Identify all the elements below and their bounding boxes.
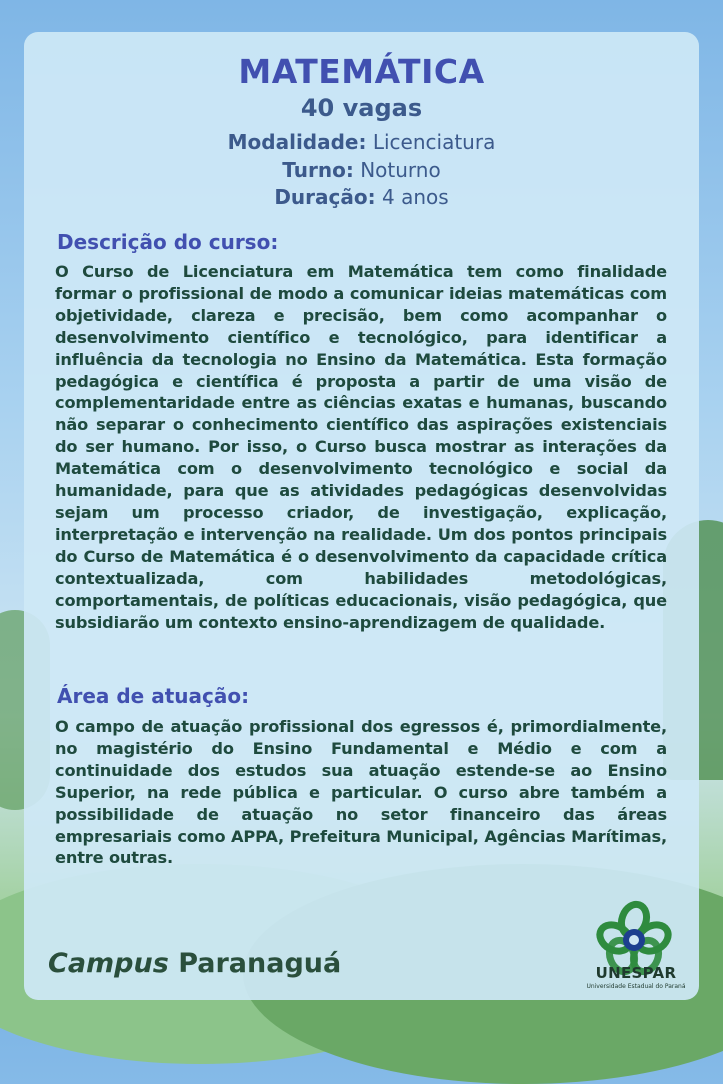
modalidade-label: Modalidade:: [227, 130, 367, 154]
logo-name: UNESPAR: [595, 964, 677, 982]
turno-value: Noturno: [360, 158, 441, 182]
vagas-count: 40 vagas: [300, 94, 423, 122]
campus-label: [48, 948, 341, 979]
modalidade-value: Licenciatura: [372, 130, 496, 154]
atuacao-heading: Área de atuação:: [57, 684, 250, 708]
campus-name: Paranaguá: [178, 948, 342, 979]
turno-label: Turno:: [282, 158, 354, 182]
descricao-heading: Descrição do curso:: [57, 230, 279, 254]
descricao-text: O Curso de Licenciatura em Matemática tem como finalidade formar o profissional de modo a comunicar ideias matemáticas com objetividade, clareza e precisão, bem como acompanhar o desenvolvimento científico e tecnológico, para identificar a influência da tecnologia no Ensino da Matemática. Esta formação pedagógica e científica é proposta a partir de uma visão de complementaridade entre as ciências exatas e humanas, buscando não separar o conhecimento científico das aspirações existenciais do ser humano. Por isso, o Curso busca mostrar as interações da Matemática com o desenvolvimento tecnológico e social da humanidade, para que as atividades pedagógicas desenvolvidas sejam um processo criador, de investigação, explicação, interpretação e intervenção na realidade. Um dos pontos principais do Curso de Matemática é o desenvolvimento da capacidade crítica contextualizada, com habilidades metodológicas, comportamentais, de políticas educacionais, visão pedagógica, que subsidiarão um contexto ensino-aprendizagem de qualidade.: [55, 262, 667, 632]
page-title: MATEMÁTICA: [238, 52, 485, 91]
duracao-value: 4 anos: [381, 185, 449, 209]
turno-line: [24, 158, 699, 182]
duracao-label: Duração:: [274, 185, 376, 209]
logo-subtitle: Universidade Estadual do Paraná: [586, 983, 686, 990]
duracao-line: [24, 185, 699, 209]
modalidade-line: [24, 130, 699, 154]
content-card: [24, 32, 699, 1000]
campus-word: Campus: [48, 948, 169, 979]
atuacao-text: O campo de atuação profissional dos egressos é, primordialmente, no magistério do Ensino Fundamental e Médio e com a continuidade dos estudos sua atuação estende-se ao Ensino Superior, na rede pública e particular. O curso abre também a possibilidade de atuação no setor financeiro das áreas empresariais como APPA, Prefeitura Municipal, Agências Marítimas, entre outras.: [55, 717, 667, 868]
